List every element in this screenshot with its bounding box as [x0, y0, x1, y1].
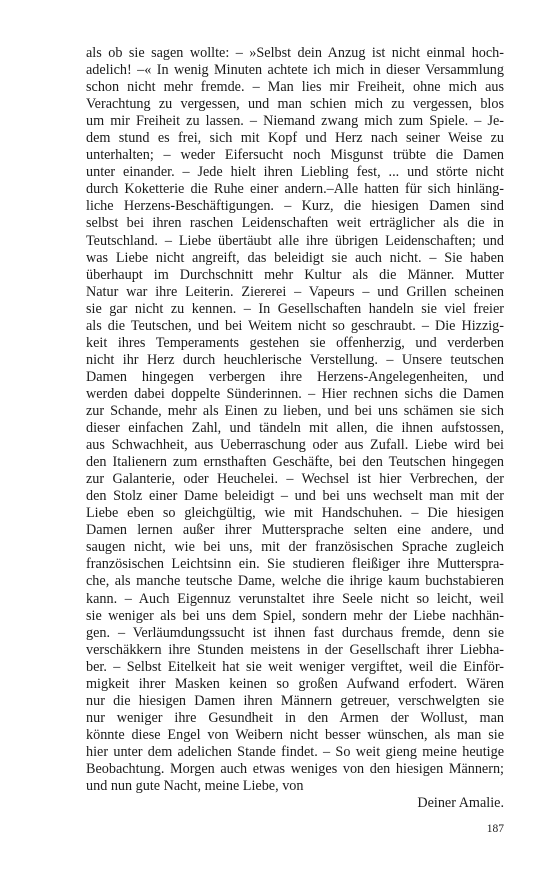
text-line: den Italienern zum ernsthaften Geschäfte, bei den Teutschen hingegen — [86, 454, 504, 471]
text-line: schon nicht mehr fremde. – Man lies mir Freiheit, ohne mich aus — [86, 79, 504, 96]
text-page — [86, 45, 504, 812]
text-line: Beobachtung. Morgen auch etwas weniges von den hiesigen Männern; — [86, 760, 504, 777]
body-text — [86, 45, 504, 795]
text-line: hier unter dem adelichen Stande findet. – So weit gieng meine heutige — [86, 743, 504, 760]
text-line: was Liebe nicht angreift, das beleidigt sie auch nicht. – Sie haben — [86, 249, 504, 266]
text-line: che, als manche teutsche Dame, welche die ihrige kaum buchstabieren — [86, 573, 504, 590]
text-line: sie weniger als bei uns dem Spiel, sondern mehr der Liebe nachhän- — [86, 607, 504, 624]
text-line: nur die hiesigen Damen ihren Männern getreuer, verschwelgten sie — [86, 692, 504, 709]
text-line: verschäkkern ihre Stunden meistens in der Gesellschaft ihrer Liebha- — [86, 641, 504, 658]
text-line: gen. – Verläumdungssucht ist ihnen fast durchaus fremde, denn sie — [86, 624, 504, 641]
text-line: unterhalten; – weder Eifersucht noch Misgunst trübte die Damen — [86, 147, 504, 164]
text-line: französischen Leichtsinn ein. Sie studieren fleißiger ihre Mutterspra- — [86, 556, 504, 573]
text-line: liche Herzens-Beschäftigungen. – Kurz, die hiesigen Damen sind — [86, 198, 504, 215]
text-line: kann. – Auch Eigennuz verunstaltet ihre Seele nicht so leicht, weil — [86, 590, 504, 607]
text-line: nur weniger ihre Gesundheit in den Armen der Wollust, man — [86, 709, 504, 726]
text-line: sie gar nicht zu kennen. – In Gesellschaften handeln sie viel freier — [86, 300, 504, 317]
text-line: könnte diese Engel von Weibern nicht besser wünschen, als man sie — [86, 726, 504, 743]
text-line: Verachtung zu vergessen, und man schien mich zu vergessen, blos — [86, 96, 504, 113]
text-line: migkeit ihrer Masken keinen so großen Aufwand erfodert. Wären — [86, 675, 504, 692]
text-line: Damen hingegen verbergen ihre Herzens-Angelegenheiten, und — [86, 368, 504, 385]
text-line: nicht ihr Herz durch heuchlerische Verstellung. – Unsere teutschen — [86, 351, 504, 368]
page-number: 187 — [486, 823, 504, 835]
text-line: Natur war ihre Leiterin. Ziererei – Vapeurs – und Grillen scheinen — [86, 283, 504, 300]
text-line: aus Schwachheit, aus Ueberraschung oder aus Zufall. Liebe wird bei — [86, 437, 504, 454]
text-line: unter einander. – Jede hielt ihren Liebling fest, ... und störte nicht — [86, 164, 504, 181]
text-line: als die Teutschen, und bei Weitem nicht so geschraubt. – Die Hizzig- — [86, 317, 504, 334]
text-line: durch Koketterie die Ruhe einer andern.–Alle hatten für sich hinläng- — [86, 181, 504, 198]
text-line: Teutschland. – Liebe übertäubt alle ihre übrigen Leidenschaften; und — [86, 232, 504, 249]
text-line: und nun gute Nacht, meine Liebe, von — [86, 778, 304, 795]
text-line: werden dabei doppelte Sünderinnen. – Hier rechnen sichs die Damen — [86, 385, 504, 402]
letter-signature: Deiner Amalie. — [417, 795, 504, 812]
text-line: keit ihres Temperaments gestehen sie offenherzig, und verderben — [86, 334, 504, 351]
text-line: Liebe eben so gleichgültig, wie mit Handschuhen. – Die hiesigen — [86, 505, 504, 522]
text-line: dieser einfachen Zahl, und tändeln mit allen, die ihnen aufstossen, — [86, 420, 504, 437]
text-line: dem stund es frei, sich mit Kopf und Herz nach seiner Weise zu — [86, 130, 504, 147]
text-line: adelich! –« In wenig Minuten achtete ich mich in dieser Versammlung — [86, 62, 504, 79]
text-line: den Stolz einer Dame beleidigt – und bei uns wechselt man mit der — [86, 488, 504, 505]
text-line: überhaupt im Durchschnitt mehr Kultur als die Männer. Mutter — [86, 266, 504, 283]
text-line: als ob sie sagen wollte: – »Selbst dein Anzug ist nicht einmal hoch- — [86, 45, 504, 61]
text-line: ber. – Selbst Eitelkeit hat sie weit weniger vergiftet, weil die Einför- — [86, 658, 504, 675]
text-line: saugen nicht, wie bei uns, mit der französischen Sprache zugleich — [86, 539, 504, 556]
text-line: Damen lernen außer ihrer Muttersprache selten eine andere, und — [86, 522, 504, 539]
text-line: zur Galanterie, oder Heuchelei. – Wechsel ist hier Verbrechen, der — [86, 471, 504, 488]
text-line: um mir Freiheit zu lassen. – Niemand zwang mich zum Spiele. – Je- — [86, 113, 504, 130]
text-line: zur Schande, mehr als Einen zu lieben, und bei uns schämen sie sich — [86, 402, 504, 419]
text-line: selbst bei ihren raschen Leidenschaften weit erträglicher als die in — [86, 215, 504, 232]
